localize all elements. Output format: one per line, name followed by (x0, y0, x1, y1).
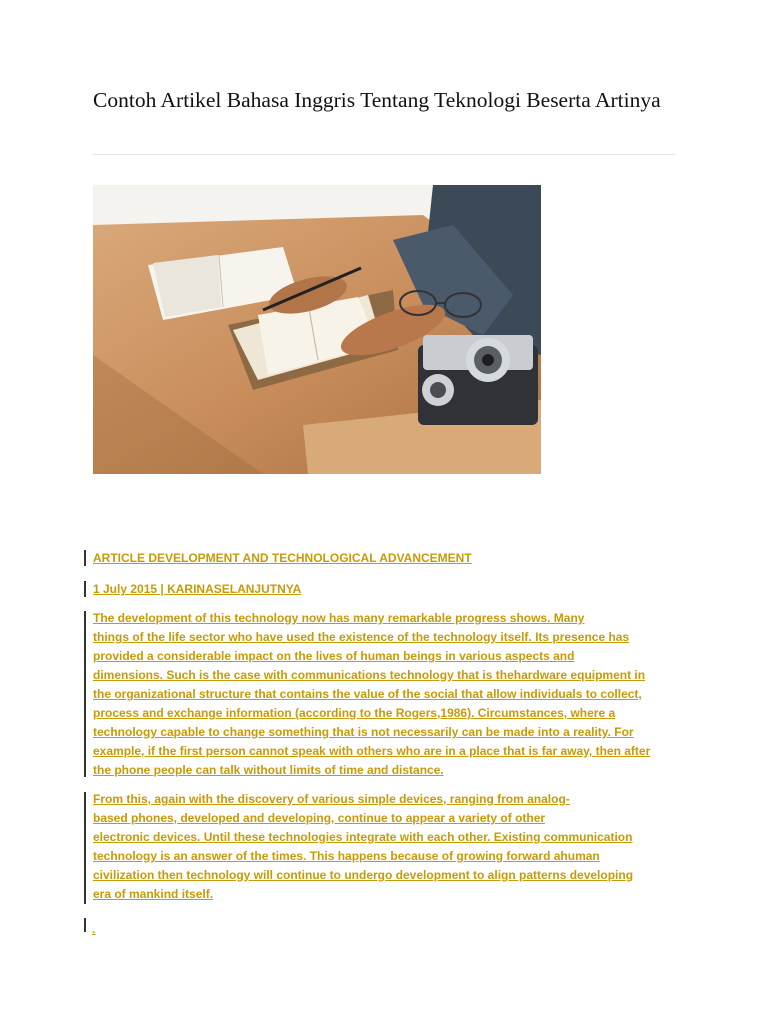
left-margin-bar (84, 918, 86, 932)
article-heading-link[interactable]: ARTICLE DEVELOPMENT AND TECHNOLOGICAL ADVANCEMENT (93, 551, 472, 565)
paragraph-1-line[interactable]: example, if the first person cannot speak with others who are in a place that is far away, then after (93, 744, 651, 758)
paragraph-2-line[interactable]: From this, again with the discovery of various simple devices, ranging from analog- (93, 792, 570, 806)
article-meta-link[interactable]: 1 July 2015 | KARINASELANJUTNYA (93, 582, 302, 596)
paragraph-2-line[interactable]: technology is an answer of the times. This happens because of growing forward ahuman (93, 849, 600, 863)
paragraph-2-line[interactable]: based phones, developed and developing, continue to appear a variety of other (93, 811, 546, 825)
article-title: Contoh Artikel Bahasa Inggris Tentang Teknologi Beserta Artinya (93, 88, 661, 112)
paragraph-2-line[interactable]: civilization then technology will continue to undergo development to align patterns developing (93, 868, 634, 882)
paragraph-2-line[interactable]: era of mankind itself. (93, 887, 214, 901)
article-meta-row (93, 581, 301, 597)
trailing-link[interactable]: . (92, 922, 96, 936)
paragraph-1-line[interactable]: things of the life sector who have used the existence of the technology itself. Its presence has (93, 630, 630, 644)
left-margin-bar (84, 611, 86, 777)
paragraph-2 (93, 790, 683, 904)
paragraph-1 (93, 609, 683, 780)
paragraph-1-line[interactable]: the organizational structure that contains the value of the social that allow individuals to collect, (93, 687, 642, 701)
paragraph-1-line[interactable]: the phone people can talk without limits of time and distance. (93, 763, 444, 777)
paragraph-1-line[interactable]: technology capable to change something that is not necessarily can be made into a reality. For (93, 725, 634, 739)
paragraph-1-line[interactable]: provided a considerable impact on the lives of human beings in various aspects and (93, 649, 575, 663)
left-margin-bar (84, 792, 86, 904)
paragraph-2-line[interactable]: electronic devices. Until these technologies integrate with each other. Existing communication (93, 830, 633, 844)
left-margin-bar (84, 581, 86, 597)
title-divider (93, 154, 675, 155)
paragraph-1-line[interactable]: The development of this technology now has many remarkable progress shows. Many (93, 611, 585, 625)
article-heading-link-row (93, 550, 472, 566)
paragraph-1-line[interactable]: dimensions. Such is the case with communications technology that is thehardware equipment in (93, 668, 646, 682)
left-margin-bar (84, 550, 86, 566)
article-photo (93, 185, 541, 474)
paragraph-1-line[interactable]: process and exchange information (according to the Rogers,1986). Circumstances, where a (93, 706, 616, 720)
